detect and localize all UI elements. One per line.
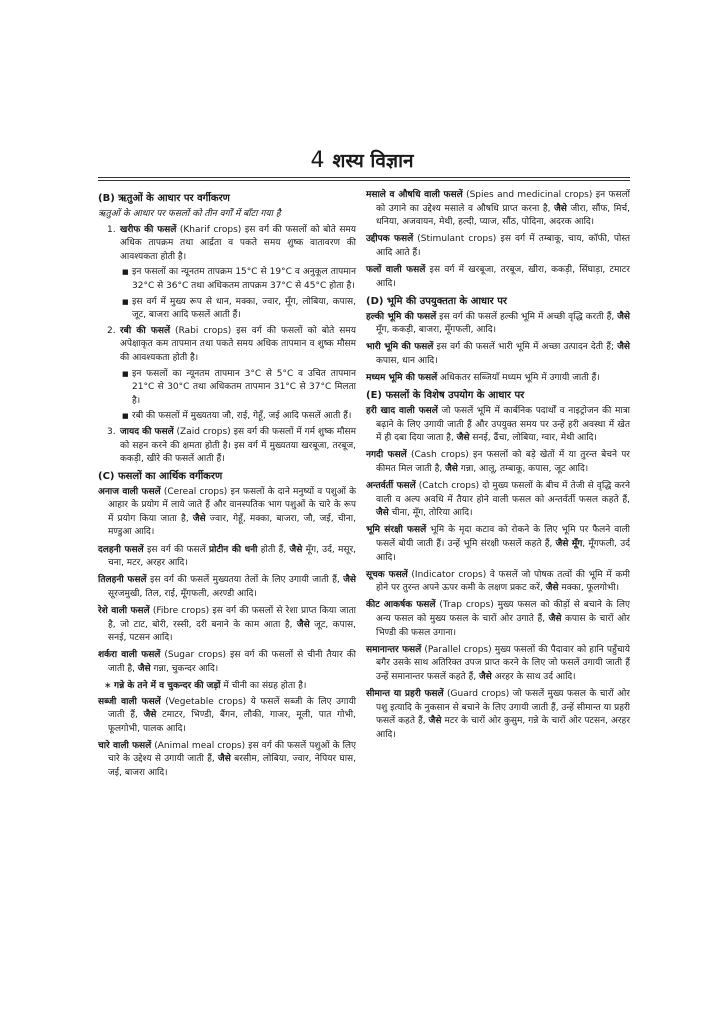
paragraph-heavy-soil xyxy=(366,341,630,368)
term: कीट आकर्षक फसलें xyxy=(366,600,436,611)
example-word: जैसे xyxy=(554,203,567,214)
item-number: 2. xyxy=(107,325,116,336)
para-text: इस वर्ग में खरबूजा, तरबूज, खीरा, ककड़ी, सिंघाड़ा, टमाटर आदि। xyxy=(376,264,630,289)
item-text: (Zaid crops) इस वर्ग की फसलों में गर्म शुष्क मौसम को सहन करने की क्षमता होती है। इस वर्ग में मुख्यतया खरबूजा, तरबूज, ककड़ी, खीरे की फसलें आती हैं। xyxy=(120,426,356,465)
term: नगदी फसलें xyxy=(366,450,407,461)
para-text: जो फसलें भूमि में कार्बनिक पदार्थों व नाइट्रोजन की मात्रा बढ़ाने के लिए उगायी जाती हैं और उपयुक्त समय पर उन्हें हरी अवस्था में खेत में ही दबा दिया जाता है, xyxy=(376,406,630,444)
term: हरी खाद वाली फसलें xyxy=(366,406,438,417)
paragraph-medium-soil xyxy=(366,372,630,386)
para-text: टमाटर, भिण्डी, बैंगन, लौकी, गाजर, मूली, पात गोभी, फूलगोभी, पालक आदि। xyxy=(108,710,356,734)
example-word: जैसे मूँग xyxy=(555,538,583,549)
bullet-item xyxy=(98,368,356,409)
example-word: जैसे xyxy=(376,508,389,519)
term: अन्तर्वर्ती फसलें xyxy=(366,481,416,492)
term: मध्यम भूमि की फसलें xyxy=(366,373,438,384)
example-word: जैसे xyxy=(548,613,562,624)
paragraph-guard xyxy=(366,688,630,742)
item-number: 3. xyxy=(107,426,116,437)
paragraph-soil-protect xyxy=(366,524,630,565)
para-text: (Catch crops) दो मुख्य फसलों के बीच में तेजी से वृद्धि करने वाली व अल्प अवधि में तैयार होने वाली फसल को अन्तर्वर्ती फसल कहते हैं, xyxy=(376,481,630,505)
para-text: (Trap crops) मुख्य फसल को कीड़ों से बचाने के लिए अन्य फसल को मुख्य फसल के चारों ओर उगाते हैं, xyxy=(376,600,630,624)
list-item-zaid xyxy=(98,426,356,467)
term: भूमि संरक्षी फसलें xyxy=(366,525,427,536)
term: चारे वाली फसलें xyxy=(98,740,152,751)
para-text: मूँग, ककड़ी, बाजरा, मूँगफली, आदि। xyxy=(376,325,497,336)
para-text: इस वर्ग की फसलें मुख्यतया तेलों के लिए उगायी जाती हैं, xyxy=(146,575,344,586)
term: जायद की फसलें xyxy=(120,426,174,437)
para-text: (Cereal crops) इन फसलों के दाने मनुष्यों व पशुओं के आहार के प्रयोग में लाये जाते हैं और वानस्पतिक भाग पशुओं के चारे के रूप में प्रयोग किया जाता है, xyxy=(108,486,356,524)
para-text: इस वर्ग की फसलें xyxy=(143,544,209,555)
example-word: जैसे xyxy=(445,464,458,474)
para-text: कपास, धान आदि। xyxy=(376,355,438,366)
para-text: गन्ना, चुकन्दर आदि। xyxy=(150,663,219,674)
paragraph-spice xyxy=(366,189,630,230)
example-word: जैसे xyxy=(617,342,630,353)
para-text: होती हैं, xyxy=(257,544,290,555)
bullet-item xyxy=(98,410,356,424)
paragraph-indicator xyxy=(366,569,630,596)
example-word: जैसे xyxy=(192,513,206,524)
term: सूचक फसलें xyxy=(366,569,408,580)
section-heading-c: (C) फसलों का आर्थिक वर्गीकरण xyxy=(98,470,223,482)
para-text: भूमि के मृदा कटाव को रोकने के लिए भूमि पर फैलने वाली फसलें बोयी जाती हैं। उन्हें भूमि संरक्षी फसलें कहते हैं, xyxy=(376,525,630,549)
paragraph-fibre xyxy=(98,605,356,646)
para-text: (Spies and medicinal crops) इन फसलों को उगाने का उद्देश्य मसाले व औषधि प्राप्त करना है, xyxy=(376,190,630,214)
paragraph-trap xyxy=(366,599,630,640)
asterisk-icon: ∗ xyxy=(104,680,112,691)
term: रेशे वाली फसलें xyxy=(98,605,150,616)
bullet-item xyxy=(98,266,356,293)
chapter-number: 4 xyxy=(310,148,325,173)
paragraph-cash xyxy=(366,449,630,476)
term: समानान्तर फसलें xyxy=(366,644,422,655)
bullet-text: इस वर्ग में मुख्य रूप से धान, मक्का, ज्वार, मूँग, लोबिया, कपास, जूट, बाजरा आदि फसलें आती हैं। xyxy=(132,296,356,321)
term: हल्की भूमि की फसलें xyxy=(366,311,437,322)
bullet-icon: ■ xyxy=(122,297,129,306)
paragraph-light-soil xyxy=(366,311,630,338)
example-word: जैसे xyxy=(428,716,442,727)
term: खरीफ की फसलें xyxy=(120,224,177,235)
example-word: जैसे xyxy=(137,663,151,674)
para-text: (Stimulant crops) इस वर्ग में तम्बाकू, चाय, कॉफी, पोस्त आदि आते हैं। xyxy=(376,234,630,258)
para-text: (Cash crops) इन फसलों को बड़े खेतों में या तुरन्त बेचने पर कीमत मिल जाती है, xyxy=(376,450,630,474)
paragraph-pulse xyxy=(98,544,356,571)
bullet-text: इन फसलों का न्यूनतम तापक्रम 15°C से 19°C व अनुकूल तापमान 32°C से 36°C तथा अधिकतम तापक्रम 37°C से 45°C होता है। xyxy=(132,267,356,291)
highlight: प्रोटीन की धनी xyxy=(208,544,258,555)
item-text: (Kharif crops) इस वर्ग की फसलों को बोते समय अधिक तापक्रम तथा आर्द्रता व पकते समय शुष्क वातावरण की आवश्यकता होती है। xyxy=(120,224,357,262)
title-rule xyxy=(98,177,630,178)
para-text: (Indicator crops) वे फसलें जो पोषक तत्वों की भूमि में कमी होने पर तुरन्त अपने ऊपर कमी के लक्षण प्रकट करें, xyxy=(376,569,630,594)
example-word: जैसे xyxy=(479,671,492,682)
para-text: मूँग, उर्द, मसूर, चना, मटर, अरहर आदि। xyxy=(108,544,357,569)
section-intro: ऋतुओं के आधार पर फसलों को तीन वर्गों में बाँटा गया है xyxy=(98,209,281,219)
list-item-rabi xyxy=(98,325,356,366)
term: शर्करा वाली फसलें xyxy=(98,650,161,661)
para-text: चीना, मूँग, तोरिया आदि। xyxy=(388,508,473,519)
term: फलों वाली फसलें xyxy=(366,264,426,275)
bullet-text: रबी की फसलों में मुख्यतया जौ, राई, गेहूँ, जई आदि फसलें आती हैं। xyxy=(132,411,352,422)
bullet-icon: ■ xyxy=(122,412,129,421)
paragraph-oilseed xyxy=(98,574,356,601)
item-number: 1. xyxy=(107,224,116,235)
term: मसाले व औषधि वाली फसलें xyxy=(366,190,463,200)
note-item xyxy=(98,680,356,694)
example-word: जैसे xyxy=(143,710,157,721)
para-text: मटर के चारों ओर कुसुम, गन्ने के चारों ओर पटसन, अरहर आदि। xyxy=(376,716,631,740)
term: उद्दीपक फसलें xyxy=(366,234,414,245)
example-word: जैसे xyxy=(456,433,470,444)
term: सब्जी वाली फसलें xyxy=(98,696,161,707)
para-text: इस वर्ग की फसलें भारी भूमि में अच्छा उत्पादन देती हैं; xyxy=(433,342,618,353)
para-text: (Sugar crops) इस वर्ग की फसलों से चीनी तैयार की जाती है, xyxy=(108,650,356,674)
para-text: कपास के चारों ओर भिण्डी की फसल उगाना। xyxy=(376,613,630,638)
left-column xyxy=(98,189,356,784)
para-text: मक्का, फूलगोभी। xyxy=(558,583,620,594)
para-text: (Guard crops) जो फसलें मुख्य फसल के चारों ओर पशु इत्यादि के नुकसान से बचाने के लिए उगायी जाती हैं, उन्हें सीमान्त या प्रहरी फसलें कहते हैं, xyxy=(376,688,630,727)
paragraph-vegetable xyxy=(98,696,356,737)
paragraph-fodder xyxy=(98,740,356,781)
bullet-icon: ■ xyxy=(122,369,129,378)
term: अनाज वाली फसलें xyxy=(98,486,161,497)
para-text: अरहर के साथ उर्द आदि। xyxy=(491,671,576,682)
para-text: गन्ना, आलू, तम्बाकू, कपास, जूट आदि। xyxy=(457,464,589,474)
para-text: में चीनी का संग्रह होता है। xyxy=(220,680,307,691)
section-heading-b: (B) ऋतुओं के आधार पर वर्गीकरण xyxy=(98,193,230,204)
example-word: जैसे xyxy=(617,311,631,322)
highlight: गन्ने के तने में व चुकन्दर की जड़ों xyxy=(114,680,221,691)
title-rule xyxy=(98,180,630,181)
para-text: (Fibre crops) इस वर्ग की फसलों से रेशा प्राप्त किया जाता है, जो टाट, बोरी, रस्सी, दरी बनाने के काम आता है, xyxy=(108,605,356,630)
para-text: जूट, कपास, सनई, पटसन आदि। xyxy=(108,619,356,644)
section-heading-d: (D) भूमि की उपयुक्तता के आधार पर xyxy=(366,295,508,307)
item-text: (Rabi crops) इस वर्ग की फसलों को बोते समय अपेक्षाकृत कम तापमान तथा पकते समय अधिक तापमान व शुष्क मौसम की आवश्यकता होती है। xyxy=(120,325,356,363)
chapter-title xyxy=(0,147,724,173)
para-text: सनई, ढैंचा, लोबिया, ग्वार, मेथी आदि। xyxy=(469,433,597,444)
paragraph-sugar xyxy=(98,649,356,676)
term: सीमान्त या प्रहरी फसलें xyxy=(366,688,444,699)
paragraph-cereal xyxy=(98,486,356,540)
list-item-kharif xyxy=(98,224,356,265)
para-text: , मूँगफली, उर्द आदि। xyxy=(376,538,630,563)
para-text: (Parallel crops) मुख्य फसलों की पैदावार को हानि पहुँचाये बगैर उसके साथ अतिरिक्त उपज प्राप्त करने के लिए जो फसलें उगायी जाती हैं उन्हें समानान्तर फसलें कहते हैं, xyxy=(376,644,631,682)
para-text: ज्वार, गेहूँ, मक्का, बाजरा, जौ, जई, चीना, मण्डुआ आदि। xyxy=(108,513,356,538)
para-text: अधिकतर सब्जियाँ मध्यम भूमि में उगायी जाती हैं। xyxy=(437,373,600,384)
bullet-text: इन फसलों का न्यूनतम तापमान 3°C से 5°C व उचित तापमान 21°C से 30°C तथा अधिकतम तापमान 31°C से 37°C मिलता है। xyxy=(132,368,356,406)
paragraph-stimulant xyxy=(366,233,630,260)
example-word: जैसे xyxy=(296,619,310,630)
term: भारी भूमि की फसलें xyxy=(366,342,434,353)
para-text: जीरा, सौंफ, मिर्च, धनिया, अजवायन, मेथी, हल्दी, प्याज, सौंठ, पोदिना, अदरक आदि। xyxy=(376,203,630,228)
example-word: जैसे xyxy=(545,583,559,594)
para-text: सूरजमुखी, तिल, राई, मूँगफली, अरण्डी आदि। xyxy=(108,588,257,599)
para-text: इस वर्ग की फसलें हल्की भूमि में अच्छी वृद्धि करती हैं, xyxy=(436,311,618,322)
bullet-icon: ■ xyxy=(122,268,129,277)
term: तिलहनी फसलें xyxy=(98,575,147,586)
example-word: जैसे xyxy=(218,754,231,765)
para-text: (Vegetable crops) ये फसलें सब्जी के लिए उगायी जाती हैं, xyxy=(108,696,356,721)
chapter-name: शस्य विज्ञान xyxy=(332,150,414,172)
paragraph-green-manure xyxy=(366,405,630,446)
term: दलहनी फसलें xyxy=(98,544,144,555)
term: रबी की फसलें xyxy=(120,325,171,336)
example-word: जैसे xyxy=(343,575,356,586)
paragraph-fruit xyxy=(366,264,630,291)
example-word: जैसे xyxy=(289,544,303,555)
paragraph-catch xyxy=(366,480,630,521)
para-text: (Animal meal crops) इस वर्ग की फसलें पशुओं के लिए चारे के उद्देश्य से उगायी जाती हैं, xyxy=(108,740,356,765)
paragraph-parallel xyxy=(366,644,630,685)
section-heading-e: (E) फसलों के विशेष उपयोग के आधार पर xyxy=(366,390,525,402)
right-column xyxy=(366,189,630,746)
bullet-item xyxy=(98,296,356,323)
para-text: बरसीम, लोबिया, ज्वार, नेपियर घास, जई, बाजरा आदि। xyxy=(108,754,356,778)
